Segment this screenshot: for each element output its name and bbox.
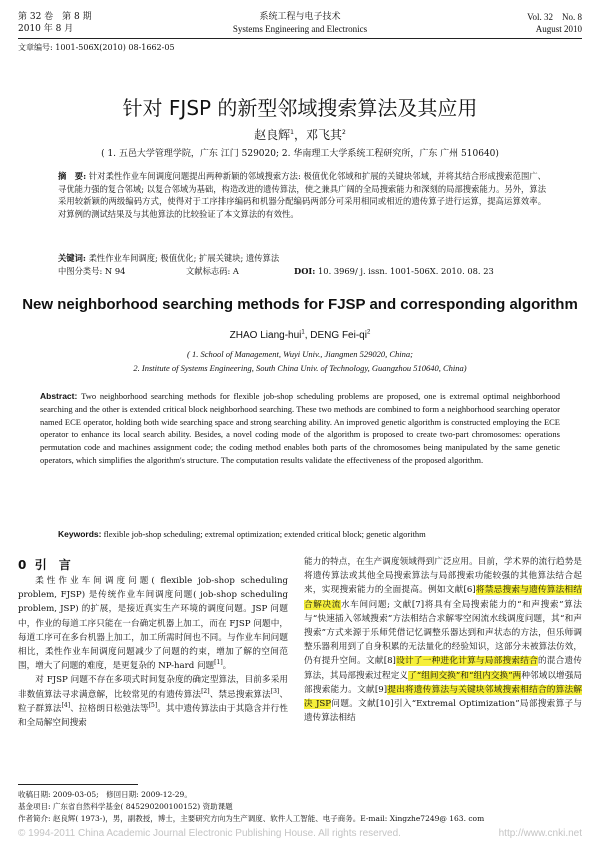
author-en-1-affil: 1 [301, 329, 305, 336]
left-p1-end: 。 [222, 661, 232, 672]
title-en: New neighborhood searching methods for FJSP and corresponding algorithm [22, 296, 578, 313]
abstract-cn-label: 摘 要: [58, 171, 87, 181]
section-number: 0 [18, 558, 27, 572]
citation: [1] [214, 659, 223, 667]
doc-code [186, 265, 239, 278]
highlight: 了“组间交换”和“组内交换”两 [408, 670, 522, 681]
right-text-3: 的混合遗传算法，其局部搜索过程定义 [304, 656, 582, 681]
classification-line [58, 265, 538, 278]
clc-value: N 94 [104, 266, 126, 276]
right-text-2: 水车间问题; 文献[7]将具有全局搜索能力的“和声搜索”算法与“快速插入邻域搜索”方法相结合求解零空闲流水线调度问题，其“和声搜索”方式来源于乐师凭借记忆调整乐器达到和声状态的方法，但乐师调整乐器利用到了自身积累的无法量化的经验知识，这部分未被算法仿效，仍有提升空间。文献[8] [304, 599, 582, 667]
left-p2-b: 、禁忌搜索算法 [209, 689, 271, 700]
paragraph [18, 673, 288, 730]
watermark-copyright: © 1994-2011 China Academic Journal Electronic Publishing House. All rights reserved. [18, 828, 401, 839]
highlight: 将禁忌搜索与遗传算法相结合解决流 [304, 585, 582, 610]
left-p2-d: 、拉格朗日松弛法等 [70, 703, 149, 714]
left-p2-e: 。其中遗传算法由于其隐含并行性和全局解空间搜索 [18, 703, 288, 729]
keywords-cn-label: 关键词: [58, 253, 86, 263]
abstract-en-text: Two neighborhood searching methods for flexible job-shop scheduling problems are proposed, one is extremal optimal neighborhood searching and the other is extended critical block neighborhood searching. These two methods are combined to form a neighborhood searching operator named ECE operator, holding both wide searching space and strong searching ability. An improved genetic algorithm is constructed employing the ECE operator to enhance its local search ability. Besides, a novel coding mode of the algorithm is proposed to create two-part chromosomes: operations permutation code and machines assignment code; the coding method enables both parts of the chromosomes being manipulated by the same genetic operators, which simplifies the algorithm's structure. The computation results validate the effectiveness of the proposed algorithm. [40, 391, 560, 465]
affiliation-en-1: ( 1. School of Management, Wuyi Univ., Jiangmen 529020, China; [187, 349, 413, 359]
watermark-url[interactable]: http://www.cnki.net [498, 828, 582, 839]
keywords-en-text: flexible job-shop scheduling; extremal optimization; extended critical block; genetic algorithm [103, 529, 426, 539]
clc-label: 中图分类号: [58, 266, 103, 276]
header-volume-cn: 第 32 卷 第 8 期 [18, 12, 92, 22]
keywords-en [58, 528, 560, 541]
footnote-author-bio: 作者简介: 赵良辉( 1973-)，男，副教授，博士，主要研究方向为生产调度、软件人工智能、电子商务。E-mail: Xingzhe7249@ 163. com [18, 814, 485, 823]
footnote-rule [18, 784, 138, 785]
abstract-en-label: Abstract: [40, 391, 78, 401]
left-p1-text: 柔性作业车间调度问题( flexible job-shop scheduling problem, FJSP) 是传统作业车间调度问题( job-shop scheduling problem, JSP) 的扩展，是接近真实生产环境的调度问题。JSP 问题中，作业的每道工序只能在一台确定机器上加工，而在 FJSP 问题中，每道工序可在多台机器上加工，加工所需时间也不同。与作业车间问题相比，柔性作业车间调度问题减少了问题的约束，增加了解的空间范围，增大了问题的难度，是更复杂的 NP-hard 问题 [18, 576, 288, 672]
left-p2-c: 、粒子群算法 [18, 689, 288, 714]
doi [294, 265, 494, 278]
citation: [3] [270, 687, 280, 695]
author-cn-1: 赵良辉 [254, 128, 291, 142]
author-cn-2: 邓飞其 [306, 128, 343, 142]
header-rule [18, 38, 582, 39]
right-text-4: 种邻域以增强局部搜索能力。文献[9] [304, 670, 582, 695]
right-text-5: 问题。文献[10]引入“Extremal Optimization”局部搜索算子与遗传算法相结 [304, 699, 583, 724]
author-en-2: DENG Fei-qi [310, 330, 367, 341]
header-journal-en: Systems Engineering and Electronics [232, 24, 368, 34]
author-en-2-affil: 2 [366, 329, 371, 336]
author-cn-1-affil: 1 [290, 129, 294, 136]
doi-value: 10. 3969/ j. issn. 1001-506X. 2010. 08. 23 [318, 266, 494, 276]
highlight: 提出将遗传算法与关键块邻域搜索相结合的算法解决 JSP [304, 684, 582, 710]
header-date-en: August 2010 [535, 24, 582, 34]
author-cn-2-affil: 2 [342, 129, 346, 136]
article-number: 文章编号: 1001-506X(2010) 08-1662-05 [18, 43, 175, 52]
keywords-cn [58, 252, 546, 265]
header-date-cn: 2010 年 8 月 [18, 24, 74, 34]
left-column [18, 574, 288, 730]
citation: [2] [201, 687, 210, 695]
abstract-cn [58, 170, 546, 220]
doc-code-label: 文献标志码: [186, 266, 231, 276]
keywords-en-label: Keywords: [58, 529, 102, 539]
abstract-cn-text: 针对柔性作业车间调度问题提出两种新颖的邻域搜索方法: 极值优化邻域和扩展的关键块邻域，并将其结合形成搜索范围广、寻优能力强的复合邻域; 以复合邻域为基础，构造改进的遗传算法，使之兼具广阔的全局搜索能力和深刻的局部搜索能力。另外，算法采用较新颖的两级编码方式，使得对于工序排序编码和机器分配编码两部分可采用相同或相近的遗传算子进行运算，提高运算效率。对算例的测试结果及与其他算法的比较验证了本文算法的有效性。 [58, 171, 546, 219]
paragraph [18, 574, 288, 673]
author-cn-separator: ， [293, 128, 306, 142]
affiliation-cn: ( 1. 五邑大学管理学院，广东 江门 529020; 2. 华南理工大学系统工程研究所，广东 广州 510640) [101, 149, 499, 159]
author-en-separator: , [304, 330, 311, 341]
footnote-received: 收稿日期: 2009-03-05; 修回日期: 2009-12-29。 [18, 790, 192, 799]
left-p2-a: 对 FJSP 问题不存在多项式时间复杂度的确定型算法，目前多采用非数值算法寻求满意解，比较常见的有遗传算法 [18, 675, 288, 700]
author-en-1: ZHAO Liang-hui [229, 330, 302, 341]
highlight: 设计了一种进化计算与局部搜索结合 [395, 656, 538, 667]
section-heading [18, 556, 71, 573]
footnote-fund: 基金项目: 广东省自然科学基金( 845290200100152) 资助课题 [18, 802, 233, 811]
header-journal-cn: 系统工程与电子技术 [259, 12, 341, 22]
header-volume-en: Vol. 32 No. 8 [527, 12, 582, 22]
citation: [4] [61, 701, 71, 709]
authors-en [0, 330, 600, 341]
keywords-cn-text: 柔性作业车间调度; 极值优化; 扩展关键块; 遗传算法 [88, 253, 280, 263]
section-title: 引 言 [34, 558, 71, 572]
doc-code-value: A [232, 266, 239, 276]
right-column [304, 555, 582, 725]
right-text-1: 能力的特点，在生产调度领域得到广泛应用。目前，学术界的流行趋势是将遗传算法或其他全局搜索算法与局部搜索功能较强的其他算法结合起来，实现搜索能力的全面提高。例如文献[6] [304, 557, 582, 596]
doi-label: DOI: [294, 266, 316, 276]
citation: [5] [148, 701, 158, 709]
abstract-en [40, 390, 560, 467]
title-cn: 针对 FJSP 的新型邻域搜索算法及其应用 [122, 96, 478, 120]
authors-cn [0, 126, 600, 143]
affiliation-en-2: 2. Institute of Systems Engineering, South China Univ. of Technology, Guangzhou 510640, China) [133, 363, 467, 373]
